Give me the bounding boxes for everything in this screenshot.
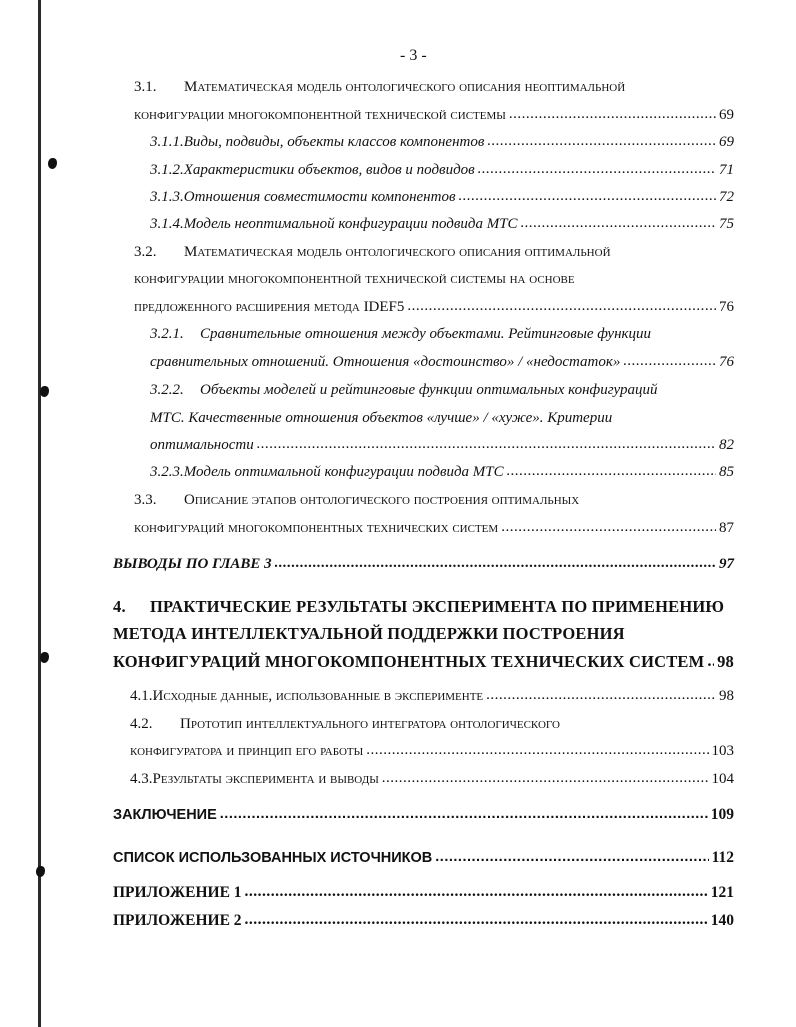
toc-entry-3-2-2-line1: 3.2.2. Объекты моделей и рейтинговые функции оптимальных конфигураций [150, 382, 658, 398]
toc-entry-4-1[interactable]: 4.1. Исходные данные, использованные в эксперименте ..... 98 [130, 688, 734, 705]
page-number: - 3 - [400, 47, 427, 64]
toc-entry-references[interactable]: СПИСОК ИСПОЛЬЗОВАННЫХ ИСТОЧНИКОВ ..... 112 [113, 849, 734, 867]
toc-entry-3-2-line2: конфигурации многокомпонентной технической системы на основе [134, 271, 575, 287]
toc-entry-conclusions-3[interactable]: ВЫВОДЫ ПО ГЛАВЕ 3 ..... 97 [113, 556, 734, 573]
toc-chapter-4-line1: 4. ПРАКТИЧЕСКИЕ РЕЗУЛЬТАТЫ ЭКСПЕРИМЕНТА ПО ПРИМЕНЕНИЮ [113, 597, 725, 616]
toc-entry-conclusion[interactable]: ЗАКЛЮЧЕНИЕ ..... 109 [113, 806, 734, 824]
toc-chapter-4[interactable]: КОНФИГУРАЦИЙ МНОГОКОМПОНЕНТНЫХ ТЕХНИЧЕСКИХ СИСТЕМ ..... 98 [113, 652, 734, 672]
punch-hole-mark [40, 386, 49, 397]
toc-entry-3-2-1[interactable]: сравнительных отношений. Отношения «достоинство» / «недостаток» ..... 76 [150, 354, 734, 371]
toc-entry-4-2[interactable]: конфигуратора и принцип его работы ..... 103 [130, 743, 734, 760]
toc-entry-3-1-2[interactable]: 3.1.2. Характеристики объектов, видов и подвидов ..... 71 [150, 162, 734, 179]
toc-entry-3-2-2-line2: МТС. Качественные отношения объектов «лучше» / «хуже». Критерии [150, 410, 613, 426]
punch-hole-mark [36, 866, 45, 877]
toc-entry-3-1-3[interactable]: 3.1.3. Отношения совместимости компонентов ..... 72 [150, 189, 734, 206]
toc-entry-3-3-line1: 3.3. Описание этапов онтологического построения оптимальных [134, 492, 580, 508]
toc-entry-3-2-line1: 3.2. Математическая модель онтологического описания оптимальной [134, 244, 611, 260]
toc-entry-3-1-1[interactable]: 3.1.1. Виды, подвиды, объекты классов компонентов ..... 69 [150, 134, 734, 151]
toc-entry-3-2-2[interactable]: оптимальности ..... 82 [150, 437, 734, 454]
toc-chapter-4-line2: МЕТОДА ИНТЕЛЛЕКТУАЛЬНОЙ ПОДДЕРЖКИ ПОСТРОЕНИЯ [113, 624, 625, 643]
toc-entry-appendix-1[interactable]: ПРИЛОЖЕНИЕ 1 ..... 121 [113, 884, 734, 902]
punch-hole-mark [48, 158, 57, 169]
toc-entry-4-3[interactable]: 4.3. Результаты эксперимента и выводы ..... 104 [130, 771, 734, 788]
toc-entry-3-1-line1: 3.1. Математическая модель онтологического описания неоптимальной [134, 79, 626, 95]
page-ref: 69 [719, 107, 734, 123]
toc-entry-3-1-4[interactable]: 3.1.4. Модель неоптимальной конфигурации подвида МТС ..... 75 [150, 216, 734, 233]
toc-entry-3-1[interactable]: конфигурации многокомпонентной технической системы ..... 69 [134, 107, 734, 124]
toc-entry-appendix-2[interactable]: ПРИЛОЖЕНИЕ 2 ..... 140 [113, 912, 734, 930]
toc-entry-3-3[interactable]: конфигураций многокомпонентных технических систем ..... 87 [134, 520, 734, 537]
punch-hole-mark [40, 652, 49, 663]
toc-entry-3-2-1-line1: 3.2.1. Сравнительные отношения между объектами. Рейтинговые функции [150, 326, 652, 342]
toc-entry-3-2[interactable]: предложенного расширения метода IDEF5 ..... 76 [134, 299, 734, 316]
toc-entry-3-2-3[interactable]: 3.2.3. Модель оптимальной конфигурации подвида МТС ..... 85 [150, 464, 734, 481]
toc-entry-4-2-line1: 4.2. Прототип интеллектуального интегратора онтологического [130, 716, 560, 732]
